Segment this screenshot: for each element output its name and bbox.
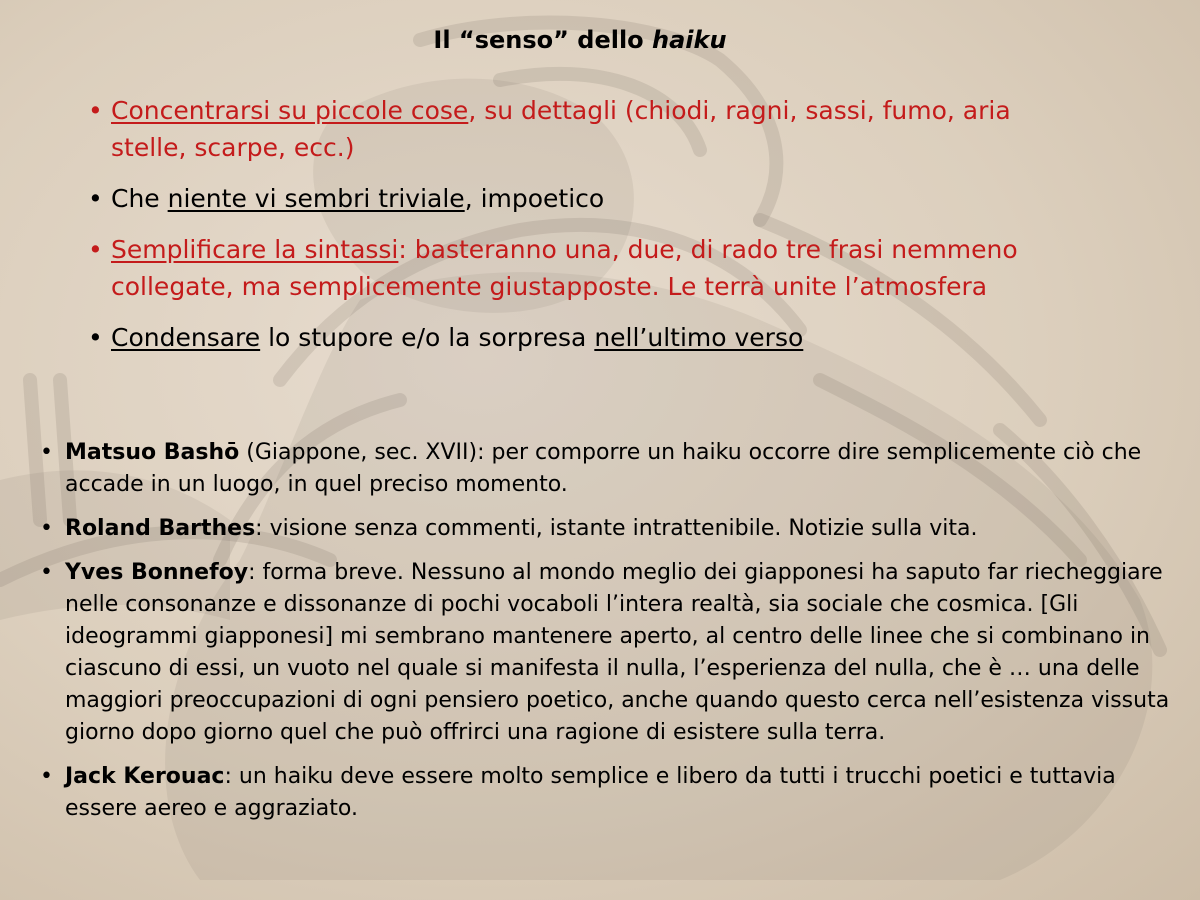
principle-text: : basteranno una, due, di rado tre frasi nemmeno collegate, ma semplicemente giustapposte. Le terrà unite l’atmosfera <box>111 235 1018 301</box>
author-item <box>40 437 1170 501</box>
bullet-dot: • <box>88 235 103 264</box>
principle-item <box>88 180 1078 217</box>
slide-title-italic: haiku <box>652 26 727 54</box>
bullet-dot: • <box>40 560 53 585</box>
slide-title <box>0 26 1160 54</box>
author-item <box>40 557 1170 749</box>
principle-underlined: Condensare <box>111 323 261 352</box>
author-name: Matsuo Bashō <box>65 440 240 465</box>
bullet-dot: • <box>40 764 53 789</box>
slide-title-main: Il “senso” dello <box>433 26 653 54</box>
principle-text: , su dettagli (chiodi, ragni, sassi, fumo, aria stelle, scarpe, ecc.) <box>111 96 1011 162</box>
author-quote: : visione senza commenti, istante intrattenibile. Notizie sulla vita. <box>255 516 978 541</box>
author-name: Roland Barthes <box>65 516 256 541</box>
bullet-dot: • <box>40 516 53 541</box>
bullet-dot: • <box>40 440 53 465</box>
principle-item <box>88 92 1078 166</box>
author-quote: : un haiku deve essere molto semplice e libero da tutti i trucchi poetici e tuttavia essere aereo e aggraziato. <box>65 764 1116 821</box>
principle-underlined: Concentrarsi su piccole cose <box>111 96 469 125</box>
author-item <box>40 513 1170 545</box>
principle-underlined: Semplificare la sintassi <box>111 235 399 264</box>
bullet-dot: • <box>88 184 103 213</box>
principle-text: lo stupore e/o la sorpresa <box>260 323 595 352</box>
author-name: Yves Bonnefoy <box>65 560 249 585</box>
principle-item <box>88 231 1078 305</box>
author-item <box>40 761 1170 825</box>
author-quote: : forma breve. Nessuno al mondo meglio dei giapponesi ha saputo far riecheggiare nelle consonanze e dissonanze di pochi vocaboli l’intera realtà, sia sociale che cosmica. [Gli ideogrammi giapponesi] mi sembrano mantenere aperto, al centro delle linee che si combinano in ciascuno di essi, un vuoto nel quale si manifesta il nulla, l’esperienza del nulla, che è … una delle maggiori preoccupazioni di ogni pensiero poetico, anche quando questo cerca nell’esistenza vissuta giorno dopo giorno quel che può offrirci una ragione di esistere sulla terra. <box>65 560 1170 745</box>
bullet-dot: • <box>88 96 103 125</box>
principle-underlined: niente vi sembri triviale <box>167 184 465 213</box>
authors-list <box>40 437 1170 837</box>
principle-text: , impoetico <box>464 184 605 213</box>
author-quote: (Giappone, sec. XVII): per comporre un haiku occorre dire semplicemente ciò che accade in un luogo, in quel preciso momento. <box>65 440 1142 497</box>
bullet-dot: • <box>88 323 103 352</box>
principle-prefix: Che <box>111 184 168 213</box>
author-name: Jack Kerouac <box>65 764 225 789</box>
principles-list <box>88 92 1078 370</box>
principle-item <box>88 319 1078 356</box>
principle-underlined-2: nell’ultimo verso <box>594 323 804 352</box>
